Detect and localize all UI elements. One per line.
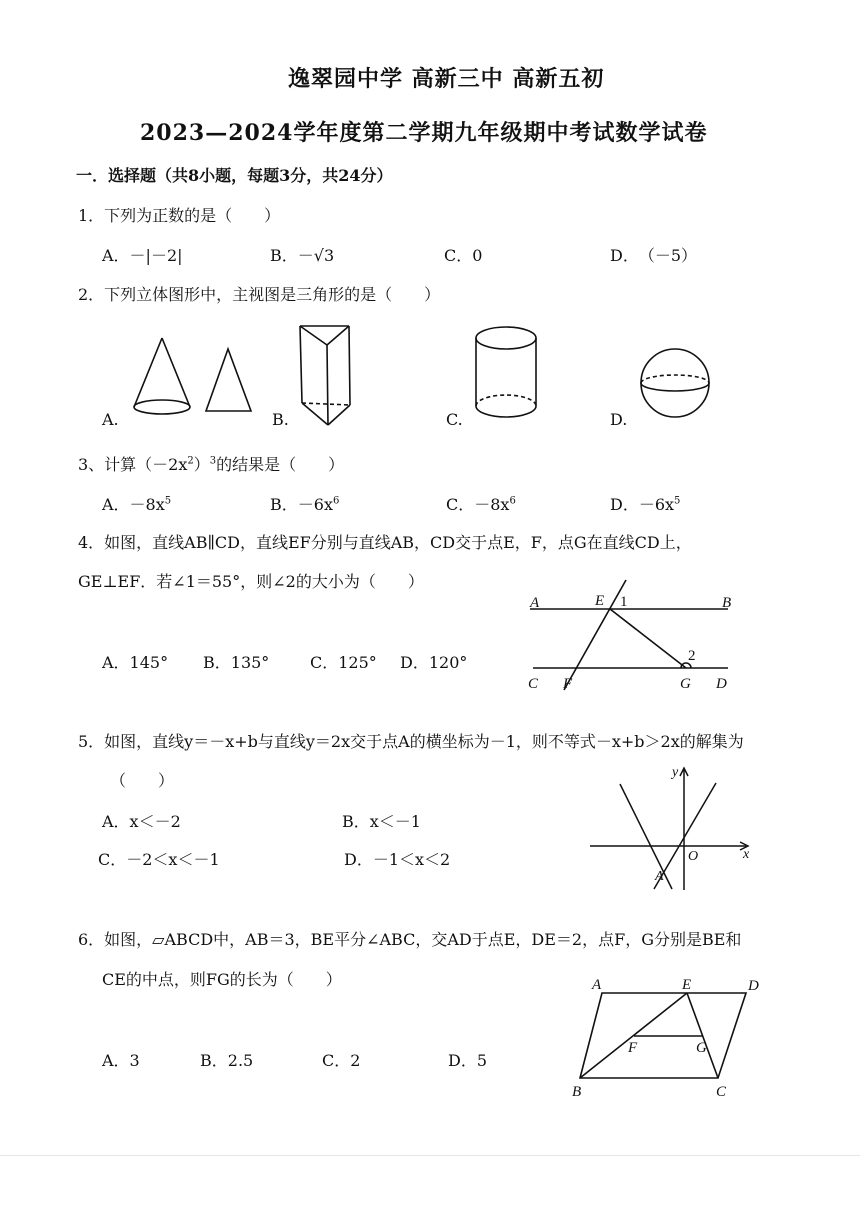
question-4-stem-line2: GE⊥EF．若∠1＝55°，则∠2的大小为（ ）: [78, 572, 424, 591]
q6-option-c: C．2: [322, 1051, 361, 1070]
page-bottom-divider: [0, 1155, 860, 1156]
label-angle-1: 1: [620, 594, 628, 610]
label-A: A: [592, 977, 602, 993]
label-angle-2: 2: [688, 648, 696, 664]
label-D: D: [716, 676, 727, 692]
question-3-stem: 3、计算$(-2x^2)^3$的结果是（ ）: [78, 455, 345, 474]
label-F: F: [563, 676, 573, 692]
label-F: F: [628, 1040, 638, 1056]
label-y-axis: y: [672, 765, 679, 780]
q6-option-d: D．5: [448, 1051, 488, 1070]
q4-option-a: A．145°: [102, 653, 169, 672]
q5-option-d: D．－1＜x＜2: [344, 850, 451, 869]
q6-option-a: A．3: [102, 1051, 140, 1070]
q1-option-c: C．0: [444, 246, 483, 265]
label-G: G: [696, 1040, 707, 1056]
question-2-stem: 2．下列立体图形中，主视图是三角形的是（ ）: [78, 285, 441, 304]
q1-option-d: D． （－5）: [610, 246, 698, 265]
question-6-stem-line1: 6．如图，▱ABCD中，AB＝3，BE平分∠ABC，交AD于点E，DE＝2，点F，G分别是BE和: [78, 930, 742, 949]
q2-option-d: D.: [610, 410, 628, 429]
question-5-stem-line2: （ ）: [110, 771, 175, 790]
q6-option-b: B．2.5: [200, 1051, 254, 1070]
q1-option-b: B．－√3: [270, 246, 335, 265]
q3-option-d: D．$-6x^5$: [610, 495, 681, 514]
q3-option-c: C．$-8x^6$: [446, 495, 516, 514]
label-C: C: [716, 1084, 727, 1100]
q3-option-b: B．$-6x^6$: [270, 495, 340, 514]
q5-option-a: A．x＜－2: [102, 812, 181, 831]
label-x-axis: x: [743, 847, 750, 862]
q3-option-a: A．$-8x^5$: [102, 495, 172, 514]
question-5-stem-line1: 5．如图，直线y＝－x+b与直线y＝2x交于点A的横坐标为－1，则不等式－x+b＞2x的解集为: [78, 732, 744, 751]
label-B: B: [572, 1084, 582, 1100]
label-origin: O: [688, 849, 699, 864]
label-point-A: A: [655, 869, 664, 884]
label-B: B: [722, 595, 732, 611]
q2-option-a: A.: [102, 410, 119, 429]
section-heading: 一．选择题（共8小题，每题3分，共24分）: [76, 166, 393, 185]
school-names: 逸翠园中学 高新三中 高新五初: [288, 66, 605, 92]
q5-option-c: C．－2＜x＜－1: [98, 850, 220, 869]
q4-option-d: D．120°: [400, 653, 468, 672]
q4-option-c: C．125°: [310, 653, 377, 672]
exam-title: 2023—2024学年度第二学期九年级期中考试数学试卷: [140, 120, 708, 146]
q5-option-b: B．x＜－1: [342, 812, 421, 831]
q1-option-b-math: －√3: [297, 246, 335, 265]
label-E: E: [682, 977, 692, 993]
q2-option-c: C.: [446, 410, 463, 429]
question-1-stem: 1．下列为正数的是（ ）: [78, 206, 281, 225]
q1-option-a: A．－|－2|: [102, 246, 183, 265]
label-E: E: [595, 593, 605, 609]
label-C: C: [528, 676, 539, 692]
label-G: G: [680, 676, 691, 692]
label-D: D: [748, 978, 759, 994]
question-4-stem-line1: 4．如图，直线AB∥CD，直线EF分别与直线AB，CD交于点E，F，点G在直线CD上，: [78, 533, 692, 552]
question-6-stem-line2: CE的中点，则FG的长为（ ）: [102, 970, 342, 989]
label-A: A: [530, 595, 540, 611]
q4-option-b: B．135°: [203, 653, 270, 672]
q2-option-b: B.: [272, 410, 289, 429]
